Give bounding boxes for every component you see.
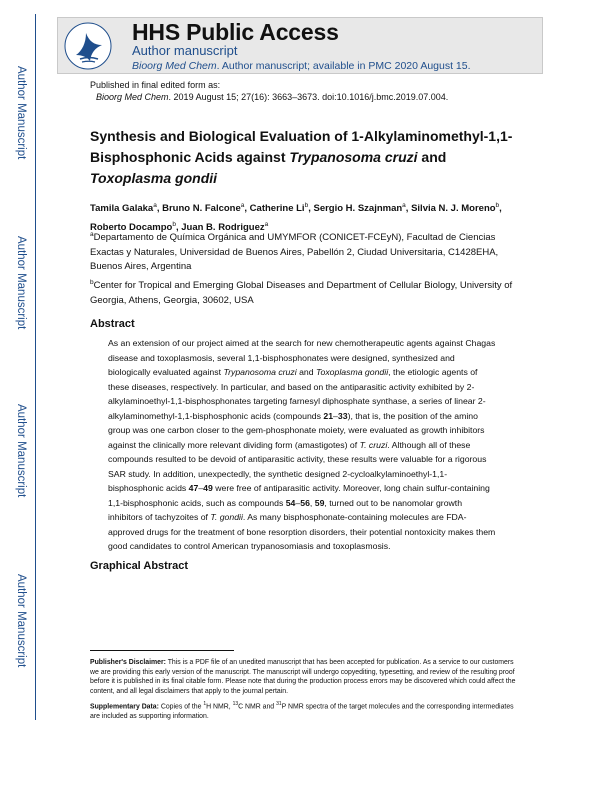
- author-affiliation-marker: a: [153, 202, 157, 209]
- sidebar-rule: [35, 14, 36, 720]
- compound-number: 59: [314, 497, 325, 508]
- disclaimer-label: Publisher's Disclaimer:: [90, 659, 166, 666]
- author-separator: ,: [175, 221, 182, 233]
- affiliation-marker: a: [90, 231, 94, 238]
- affiliation-text: Center for Tropical and Emerging Global Diseases and Department of Cellular Biology, University of Georgia, Athens, Georgia, 30602, USA: [90, 280, 513, 306]
- header-journal: Bioorg Med Chem: [132, 60, 217, 72]
- abstract-italic: Toxoplasma gondii: [316, 367, 389, 377]
- author-separator: ,: [244, 203, 250, 215]
- hhs-header: [57, 17, 543, 74]
- author-name: Roberto Docampo: [90, 221, 173, 233]
- disclaimer-text: This is a PDF file of an unedited manuscript that has been accepted for publication. As a service to our customers we are providing this early version of the manuscript. The manuscript will undergo copyediting, typesetting, and review of the resulting proof before it is published in its final citable form. Please note that during the production process errors may be discovered which could affect the content, and all legal disclaimers that apply to the journal pertain.: [90, 659, 516, 695]
- article-title: [90, 126, 530, 189]
- abstract-text: ), that is, the position of the amino group was one carbon closer to the gem-phosphonate moiety, were evaluated as growth inhibitors against the clinically more relevant dividing form (amastigotes) of: [108, 410, 485, 450]
- author-separator: ,: [156, 203, 163, 215]
- footnote-divider: [90, 650, 234, 651]
- compound-number: 33: [337, 410, 348, 421]
- isotope-superscript: 31: [276, 701, 282, 707]
- abstract-text: ,: [309, 497, 315, 508]
- publication-journal: Bioorg Med Chem: [96, 92, 169, 102]
- compound-number: 54: [285, 497, 296, 508]
- author-affiliation-marker: b: [172, 220, 176, 228]
- author-name: Sergio H. Szajnman: [313, 203, 403, 215]
- author-affiliation-marker: b: [304, 202, 309, 209]
- isotope-superscript: 1: [203, 701, 207, 707]
- affiliation-a: [90, 228, 530, 275]
- title-italic: Toxoplasma gondii: [90, 170, 218, 186]
- title-italic: Trypanosoma cruzi: [289, 149, 418, 165]
- isotope-superscript: 13: [232, 701, 239, 707]
- abstract-text: –: [198, 483, 204, 493]
- abstract-heading: Abstract: [90, 318, 135, 330]
- publication-citation-text: . 2019 August 15; 27(16): 3663–3673. doi:10.1016/j.bmc.2019.07.004.: [168, 92, 449, 102]
- compound-number: 49: [203, 483, 213, 493]
- header-availability: [132, 60, 471, 72]
- affiliation-b: [90, 276, 530, 308]
- publisher-disclaimer: [90, 658, 520, 696]
- abstract-text: –: [295, 497, 301, 508]
- author-name: Catherine Li: [249, 203, 305, 215]
- supplementary-text: H NMR,: [206, 703, 233, 711]
- compound-number: 21: [323, 410, 334, 421]
- abstract-italic: T. cruzi: [359, 439, 388, 450]
- author-name: Bruno N. Falcone: [162, 203, 241, 215]
- abstract-text: were free of antiparasitic activity. Moreover, long chain sulfur-containing 1,1-bisphosphonic acids, such as compounds: [108, 483, 490, 508]
- author-affiliation-marker: b: [495, 202, 500, 209]
- abstract-text: –: [333, 410, 338, 421]
- header-availability-text: . Author manuscript; available in PMC 2020 August 15.: [216, 60, 471, 72]
- abstract-body: [108, 336, 496, 554]
- affiliation-marker: b: [90, 279, 94, 286]
- author-separator: ,: [499, 203, 502, 215]
- publication-citation: [96, 92, 448, 102]
- abstract-text: . Although all of these compounds resulted to be devoid of antiparasitic activity, these results were valuable for a rigorous SAR study. In addition, unexpectedly, the synthetic designed 2-cycloalkylaminoethyl-1,1-bisphosphonic acids: [108, 439, 487, 493]
- author-name: Silvia N. J. Moreno: [411, 203, 496, 215]
- author-affiliation-marker: a: [264, 220, 269, 228]
- author-separator: ,: [405, 203, 412, 215]
- supplementary-text: Copies of the: [158, 703, 204, 711]
- abstract-text: , the etiologic agents of these diseases, respectively. In particular, and based on the antiparasitic activity exhibited by 2-alkylaminoethyl-1,1-bisphosphonates targeting farnesyl diphosphate synthase, a series of linear 2-alkylaminomethyl-1,1-bisphosphonic acids (compounds: [108, 367, 486, 421]
- title-text: and: [417, 149, 447, 165]
- abstract-text: As an extension of our project aimed at the search for new chemotherapeutic agents against Chagas disease and toxoplasmosis, several 1,1-bisphosphonates were designed, synthesized and biologically evaluated against: [108, 338, 496, 377]
- hhs-eagle-icon: [62, 21, 114, 71]
- title-text: Synthesis and Biological Evaluation of 1-Alkylaminomethyl-1,1-Bisphosphonic Acids against: [90, 128, 513, 165]
- abstract-text: , turned out to be nanomolar growth inhibitors of tachyzoites of: [108, 497, 463, 522]
- supplementary-text: C NMR and: [238, 703, 277, 711]
- author-separator: ,: [308, 203, 314, 215]
- supplementary-text: P NMR spectra of the target molecules and the corresponding intermediates are included as supporting information.: [90, 703, 514, 720]
- graphical-abstract-heading: Graphical Abstract: [90, 560, 189, 572]
- author-affiliation-marker: a: [402, 202, 406, 209]
- compound-number: 56: [300, 497, 310, 508]
- header-subtitle: Author manuscript: [132, 43, 238, 58]
- compound-number: 47: [188, 483, 199, 493]
- supplementary-label: Supplementary Data:: [90, 703, 159, 711]
- author-name: Tamila Galaka: [90, 203, 154, 215]
- published-in-line: Published in final edited form as:: [90, 80, 221, 90]
- abstract-italic: Trypanosoma cruzi: [223, 367, 297, 377]
- author-name: Juan B. Rodriguez: [181, 221, 265, 233]
- supplementary-data: [90, 700, 520, 721]
- abstract-italic: T. gondii: [210, 512, 243, 522]
- abstract-text: and: [296, 367, 316, 377]
- abstract-text: . As many bisphosphonate-containing molecules are FDA-approved drugs for the treatment of bone resorption disorders, their potential nontoxicity makes them good candidates to control American trypanosomiasis and toxoplasmosis.: [108, 512, 496, 551]
- author-affiliation-marker: a: [240, 202, 245, 209]
- header-title: HHS Public Access: [132, 19, 339, 45]
- affiliation-text: Departamento de Química Orgánica and UMYMFOR (CONICET-FCEyN), Facultad de Ciencias Exactas y Naturales, Universidad de Buenos Aires, Pabellón 2, Ciudad Universitaria, C1428EHA, Buenos Aires, Argentina: [90, 232, 499, 273]
